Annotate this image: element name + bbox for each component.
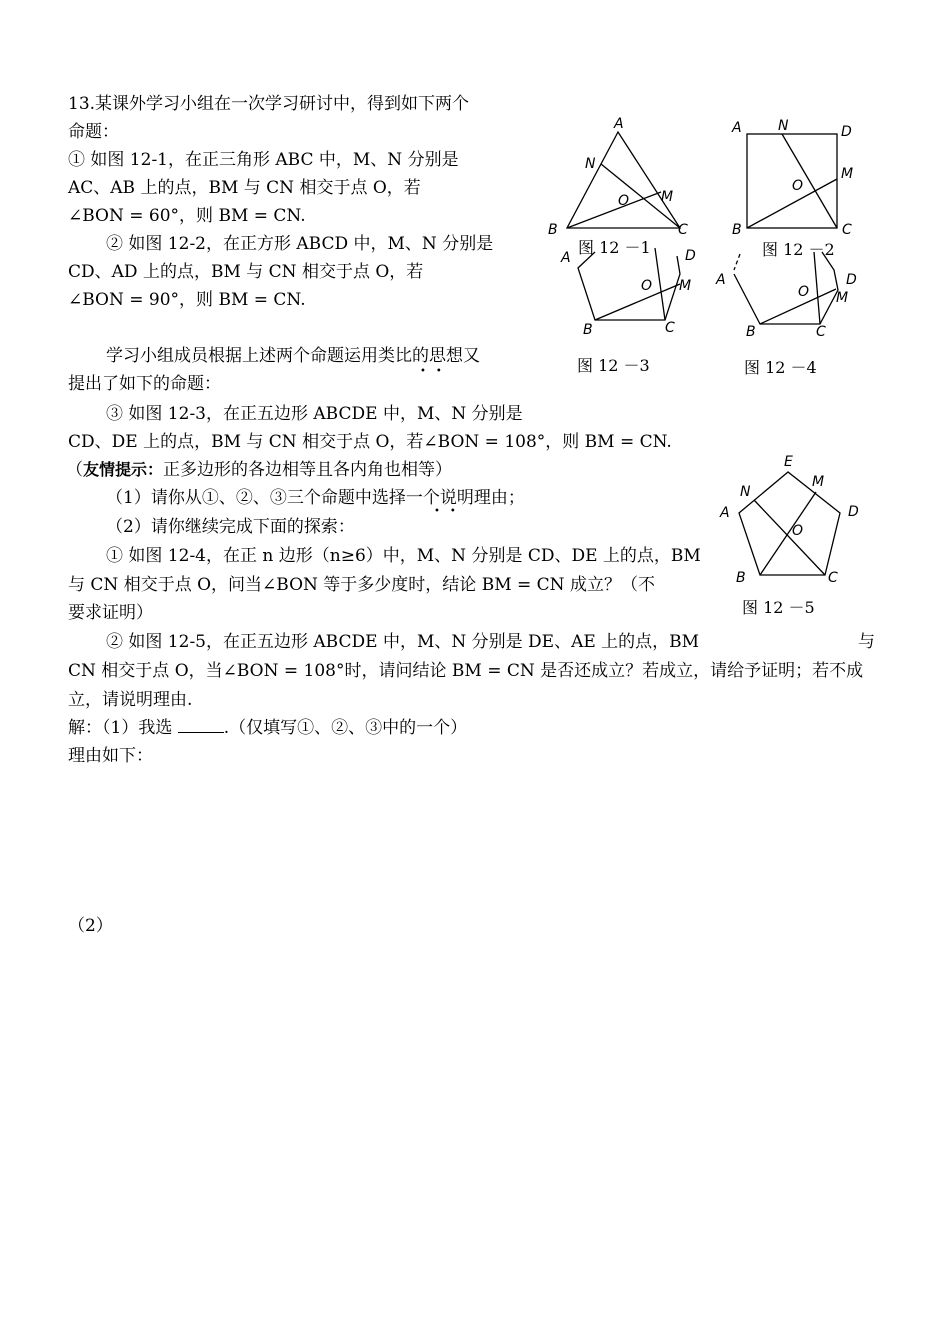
label-m: M: [661, 189, 674, 205]
label-c: C: [842, 222, 852, 238]
segment-bm: [567, 192, 661, 228]
label-d: D: [846, 272, 857, 288]
label-o: O: [641, 278, 653, 294]
label-n: N: [585, 156, 596, 172]
question-2-1-line-1: ① 如图 12-4，在正 n 边形（n≥6）中，M、N 分别是 CD、DE 上的点，BM: [106, 546, 701, 566]
hint-line: [66, 456, 452, 484]
figure-12-1-drawing: [540, 110, 700, 240]
question-2: （2）请你继续完成下面的探索：: [106, 517, 355, 537]
problem-line-9: 学习小组成员根据上述两个命题运用类比的思想又: [106, 346, 480, 366]
caption-12-5: 图 12 －5: [742, 598, 815, 617]
label-c: C: [816, 324, 826, 340]
label-b: B: [583, 322, 593, 338]
problem-line-5: ∠BON = 60°，则 BM = CN.: [68, 206, 306, 226]
label-o: O: [618, 193, 630, 209]
label-c: C: [665, 320, 675, 336]
label-d: D: [848, 504, 859, 520]
answer-part1-prefix: 解：（1）我选: [68, 718, 178, 738]
label-a: A: [614, 116, 624, 132]
problem-line-4: AC、AB 上的点，BM 与 CN 相交于点 O，若: [68, 178, 421, 198]
label-a: A: [716, 272, 726, 288]
label-e: E: [784, 454, 793, 470]
question-2-2-line-1-tail: 与: [858, 632, 875, 652]
segment-cn: [814, 252, 820, 324]
caption-12-2: 图 12 －2: [762, 240, 835, 259]
figure-12-3: [555, 244, 705, 344]
label-m: M: [812, 474, 825, 490]
question-2-2-line-2: CN 相交于点 O，当∠BON = 108°时，请问结论 BM = CN 是否还成立？若成立，请给予证明；若不成: [68, 661, 864, 681]
label-b: B: [732, 222, 742, 238]
answer-blank[interactable]: [178, 715, 224, 733]
label-c: C: [678, 222, 688, 238]
segment-bm: [760, 492, 816, 575]
problem-line-11: ③ 如图 12-3，在正五边形 ABCDE 中，M、N 分别是: [106, 404, 523, 424]
answer-part1: [68, 714, 467, 742]
question-1: （1）请你从①、②、③三个命题中选择一个说明理由；: [106, 488, 525, 508]
answer-reason: 理由如下：: [68, 746, 153, 766]
label-b: B: [736, 570, 746, 586]
label-o: O: [792, 523, 804, 539]
answer-part1-suffix: .（仅填写①、②、③中的一个）: [223, 718, 468, 738]
label-c: C: [828, 570, 838, 586]
caption-12-3: 图 12 －3: [577, 356, 650, 375]
label-d: D: [841, 124, 852, 140]
pentagon-abcde: [739, 472, 840, 575]
label-m: M: [836, 290, 849, 306]
problem-line-12: CD、DE 上的点，BM 与 CN 相交于点 O，若∠BON = 108°，则 BM = CN.: [68, 432, 672, 452]
segment-cn: [655, 248, 665, 320]
emphasis-dots-1: ••: [420, 366, 452, 377]
edge-dashed: [734, 254, 740, 270]
segment-cn: [754, 500, 825, 575]
label-n: N: [778, 118, 789, 134]
figure-12-2-drawing: [728, 114, 868, 239]
label-a: A: [561, 250, 571, 266]
label-b: B: [746, 324, 756, 340]
problem-line-10: 提出了如下的命题：: [68, 374, 221, 394]
question-2-2-line-3: 立，请说明理由.: [68, 690, 193, 710]
label-m: M: [679, 278, 692, 294]
hint-open-paren: （: [66, 460, 83, 480]
problem-line-8: ∠BON = 90°，则 BM = CN.: [68, 290, 306, 310]
emphasis-dots-2: ••: [434, 506, 466, 517]
problem-line-6: ② 如图 12-2，在正方形 ABCD 中，M、N 分别是: [106, 234, 494, 254]
label-a: A: [732, 120, 742, 136]
label-d: D: [685, 248, 696, 264]
pentagon-abcde: [578, 252, 680, 320]
label-a: A: [720, 505, 730, 521]
figure-12-4: [712, 244, 872, 344]
question-2-1-line-3: 要求证明）: [68, 603, 153, 623]
segment-cn: [782, 134, 837, 228]
problem-line-7: CD、AD 上的点，BM 与 CN 相交于点 O，若: [68, 262, 424, 282]
question-2-2-line-1: ② 如图 12-5，在正五边形 ABCDE 中，M、N 分别是 DE、AE 上的点，BM: [106, 632, 700, 652]
figure-12-4-drawing: [712, 244, 872, 344]
problem-line-2: 命题：: [68, 122, 119, 142]
polygon-edges: [734, 252, 838, 324]
figure-12-3-drawing: [555, 244, 705, 344]
caption-12-1: 图 12 －1: [578, 238, 651, 257]
label-o: O: [792, 178, 804, 194]
figure-12-5-drawing: [712, 450, 872, 595]
figure-12-1: [540, 110, 700, 240]
label-o: O: [798, 284, 810, 300]
hint-text: 正多边形的各边相等且各内角也相等）: [163, 460, 453, 480]
answer-part2: （2）: [68, 916, 113, 936]
question-2-1-line-2: 与 CN 相交于点 O，问当∠BON 等于多少度时，结论 BM = CN 成立？（不: [68, 575, 655, 595]
problem-line-1: 13.某课外学习小组在一次学习研讨中，得到如下两个: [68, 94, 470, 114]
label-b: B: [548, 222, 558, 238]
hint-label: 友情提示：: [83, 460, 164, 479]
figure-12-5: [712, 450, 872, 595]
problem-line-3: ① 如图 12-1，在正三角形 ABC 中，M、N 分别是: [68, 150, 459, 170]
label-m: M: [841, 166, 854, 182]
caption-12-4: 图 12 －4: [744, 358, 817, 377]
figure-12-2: [728, 114, 868, 239]
label-n: N: [740, 484, 751, 500]
